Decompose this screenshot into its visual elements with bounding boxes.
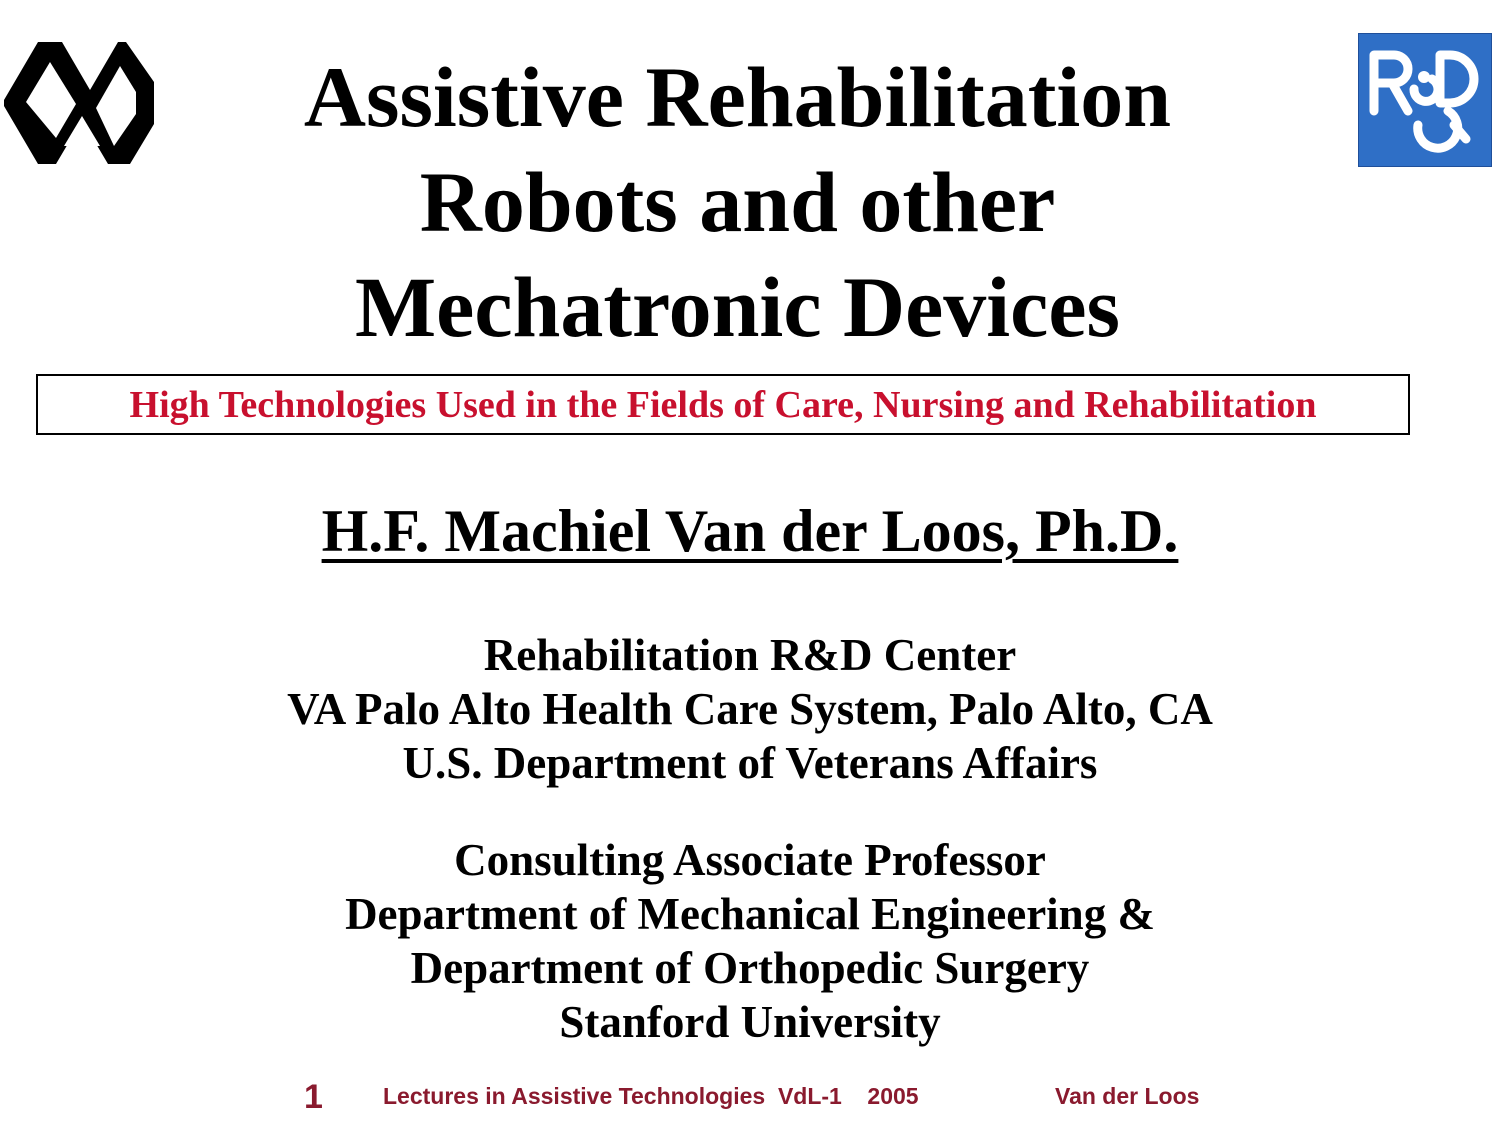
affiliation-line: U.S. Department of Veterans Affairs bbox=[402, 738, 1098, 788]
author-name: H.F. Machiel Van der Loos, Ph.D. bbox=[321, 498, 1179, 564]
academic-line: Consulting Associate Professor bbox=[454, 835, 1046, 885]
title-line-3: Mechatronic Devices bbox=[355, 259, 1120, 355]
academic-line: Department of Orthopedic Surgery bbox=[410, 943, 1090, 993]
affiliation-line: VA Palo Alto Health Care System, Palo Alto, CA bbox=[287, 684, 1213, 734]
author-line bbox=[0, 495, 1500, 567]
title-line-2: Robots and other bbox=[419, 154, 1056, 250]
page-number: 1 bbox=[304, 1078, 323, 1116]
footer-text: Lectures in Assistive Technologies VdL-1 2005 bbox=[383, 1083, 919, 1109]
academic-line: Department of Mechanical Engineering & bbox=[345, 889, 1155, 939]
affiliation-line: Rehabilitation R&D Center bbox=[483, 630, 1017, 680]
subtitle: High Technologies Used in the Fields of Care, Nursing and Rehabilitation bbox=[129, 383, 1317, 426]
title-line-1: Assistive Rehabilitation bbox=[303, 49, 1172, 145]
academic-line: Stanford University bbox=[559, 997, 941, 1047]
footer-author: Van der Loos bbox=[1055, 1083, 1200, 1109]
subtitle-box bbox=[36, 374, 1410, 435]
